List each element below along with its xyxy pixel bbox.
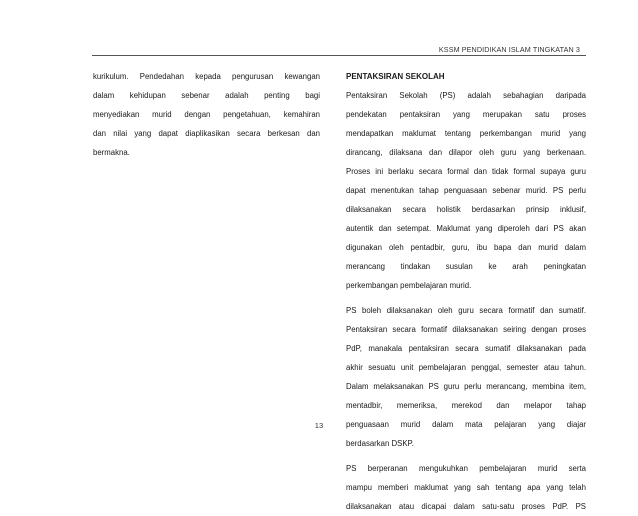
text-line: pendekatan pentaksiran yang merupakan satu proses [346,110,586,119]
text-line: PS berperanan mengukuhkan pembelajaran murid serta [346,464,586,473]
text-line: penguasaan murid dalam mata pelajaran yang diajar [346,420,586,429]
text-line: dirancang, dilaksana dan dilapor oleh guru yang berkenaan. [346,148,586,157]
text-line: Dalam melaksanakan PS guru perlu merancang, membina item, [346,382,586,391]
text-line: Pentaksiran Sekolah (PS) adalah sebahagian daripada [346,91,586,100]
header-rule [92,55,586,56]
text-line: mampu memberi maklumat yang sah tentang apa yang telah [346,483,586,492]
text-line: autentik dan setempat. Maklumat yang diperoleh dari PS akan [346,224,586,233]
text-line: dilaksanakan secara holistik berdasarkan prinsip inklusif, [346,205,586,214]
section-heading: PENTAKSIRAN SEKOLAH [346,72,445,81]
text-line: bermakna. [93,148,130,157]
text-line: PS boleh dilaksanakan oleh guru secara formatif dan sumatif. [346,306,586,315]
text-line: PdP, manakala pentaksiran secara sumatif dilaksanakan pada [346,344,586,353]
text-line: merancang tindakan susulan ke arah peningkatan [346,262,586,271]
text-line: dilaksanakan atau dicapai dalam satu-satu proses PdP. PS [346,502,586,511]
text-line: akhir sesuatu unit pembelajaran penggal, semester atau tahun. [346,363,586,372]
text-line: dan nilai yang dapat diaplikasikan secara berkesan dan [93,129,320,138]
page-number: 13 [314,421,324,430]
text-line: menyediakan murid dengan pengetahuan, kemahiran [93,110,320,119]
text-line: mendapatkan maklumat tentang perkembangan murid yang [346,129,586,138]
text-line: dapat menentukan tahap penguasaan sebenar murid. PS perlu [346,186,586,195]
text-line: Pentaksiran secara formatif dilaksanakan seiring dengan proses [346,325,586,334]
text-line: perkembangan pembelajaran murid. [346,281,472,290]
text-line: mentadbir, memeriksa, merekod dan melapor tahap [346,401,586,410]
text-line: kurikulum. Pendedahan kepada pengurusan kewangan [93,72,320,81]
text-line: berdasarkan DSKP. [346,439,414,448]
text-line: Proses ini berlaku secara formal dan tidak formal supaya guru [346,167,586,176]
left-column [93,67,320,162]
text-line: digunakan oleh pentadbir, guru, ibu bapa dan murid dalam [346,243,586,252]
running-header: KSSM PENDIDIKAN ISLAM TINGKATAN 3 [438,45,580,54]
right-column [346,67,586,516]
text-line: dalam kehidupan sebenar adalah penting bagi [93,91,320,100]
